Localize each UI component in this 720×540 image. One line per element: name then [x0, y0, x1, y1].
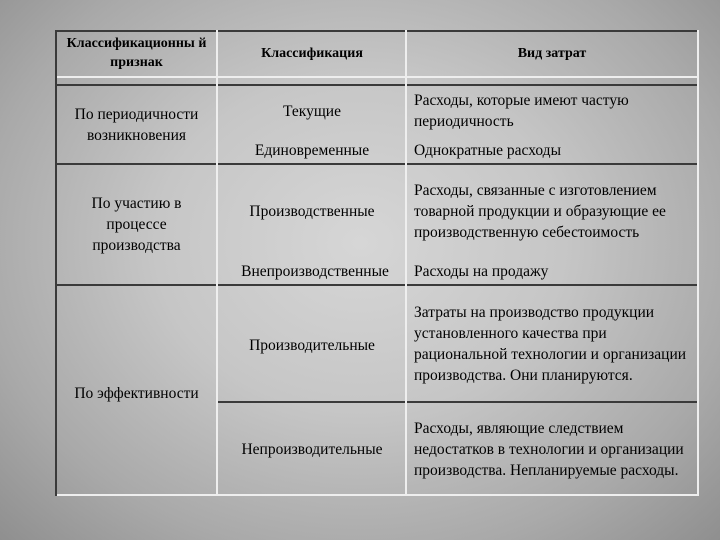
- grid-line-body-top: [55, 84, 698, 86]
- classification-production: Производственные: [249, 202, 375, 220]
- feature-production-participation: По участию в процессе производства: [91, 194, 182, 254]
- grid-line-group2-bottom: [55, 284, 698, 286]
- header-classification: Классификация: [261, 45, 363, 61]
- grid-line-col2: [405, 30, 407, 496]
- classification-current: Текущие: [283, 102, 341, 120]
- cost-type-productive: Затраты на производство продукции установленного качества при рациональной технологии и организации производства. Они планируются.: [414, 304, 687, 384]
- grid-line-group3-split: [218, 401, 698, 403]
- grid-line-left: [55, 30, 57, 496]
- classification-one-time: Единовременные: [254, 141, 370, 159]
- cost-type-current: Расходы, которые имеют частую периодичность: [414, 92, 629, 130]
- cost-type-one-time: Однократные расходы: [414, 141, 561, 159]
- classification-non-production: Внепроизводственные: [241, 262, 389, 280]
- classification-productive: Производительные: [249, 336, 375, 354]
- cost-type-production: Расходы, связанные с изготовлением товарной продукции и образующие ее производственную себестоимость: [414, 181, 666, 241]
- cost-type-non-production: Расходы на продажу: [414, 262, 549, 280]
- feature-periodicity: По периодичности возникновения: [74, 106, 199, 144]
- classification-unproductive: Непроизводительные: [241, 440, 383, 458]
- header-classification-feature: Классификационны й признак: [66, 36, 207, 70]
- feature-efficiency: По эффективности: [74, 384, 199, 402]
- grid-line-bottom: [55, 494, 698, 496]
- grid-line-group1-bottom: [55, 163, 698, 165]
- grid-line-right: [697, 30, 699, 496]
- grid-line-header-bottom: [55, 76, 698, 78]
- cost-type-unproductive: Расходы, являющие следствием недостатков в технологии и организации производства. Непланируемые расходы.: [414, 419, 684, 479]
- header-cost-type: Вид затрат: [517, 45, 587, 61]
- grid-line-top: [55, 30, 698, 32]
- grid-line-col1: [216, 30, 218, 496]
